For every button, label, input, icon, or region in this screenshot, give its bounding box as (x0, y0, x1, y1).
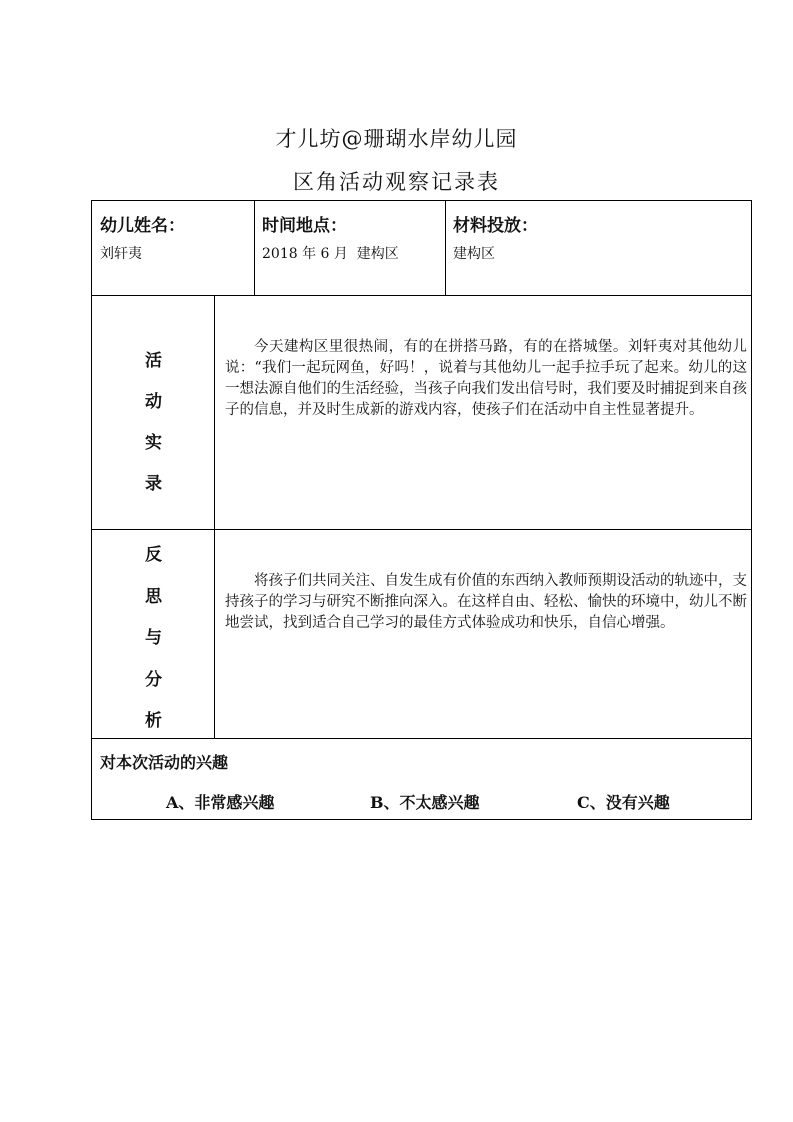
option-very-interested[interactable]: A、非常感兴趣 (166, 793, 275, 812)
col-divider-2 (445, 201, 446, 295)
interest-title: 对本次活动的兴趣 (100, 753, 229, 772)
record-table (91, 200, 752, 820)
label-char: 动 (145, 392, 162, 412)
label-char: 反 (145, 545, 162, 565)
form-title: 区角活动观察记录表 (293, 170, 500, 194)
row-divider-header (92, 295, 751, 296)
label-char: 实 (145, 433, 162, 453)
label-char: 析 (145, 711, 162, 731)
materials-value: 建构区 (453, 246, 495, 262)
label-char: 分 (145, 669, 162, 690)
school-name: 才儿坊@珊瑚水岸幼儿园 (275, 127, 518, 151)
option-not-interested[interactable]: C、没有兴趣 (577, 793, 670, 812)
reflection-text: 将孩子们共同关注、自发生成有价值的东西纳入教师预期设活动的轨迹中，支持孩子的学习与研究不断推向深入。在这样自由、轻松、愉快的环境中，幼儿不断地尝试，找到适合自己学习的最佳方式体验成功和快乐，自信心增强。 (225, 573, 747, 631)
time-place-value: 2018 年 6 月 建构区 (262, 246, 399, 262)
activity-record-label (92, 341, 215, 505)
child-name-label: 幼儿姓名： (100, 216, 185, 236)
col-divider-1 (254, 201, 255, 295)
label-char: 与 (145, 628, 162, 648)
label-char: 录 (145, 474, 162, 494)
child-name-value: 刘轩夷 (100, 246, 142, 262)
reflection-label (92, 535, 215, 743)
time-place-label: 时间地点： (262, 216, 347, 236)
activity-record-text: 今天建构区里很热闹，有的在拼搭马路，有的在搭城堡。刘轩夷对其他幼儿说：“我们一起玩网鱼，好吗！，说着与其他幼儿一起手拉手玩了起来。幼儿的这一想法源自他们的生活经验，当孩子向我们发出信号时，我们要及时捕捉到来自孩子的信息，并及时生成新的游戏内容，使孩子们在活动中自主性显著提升。 (225, 339, 747, 418)
materials-label: 材料投放： (453, 216, 538, 236)
label-char: 思 (145, 586, 162, 607)
row-divider-record (92, 529, 751, 530)
option-not-very-interested[interactable]: B、不太感兴趣 (370, 793, 480, 812)
label-char: 活 (145, 351, 162, 371)
